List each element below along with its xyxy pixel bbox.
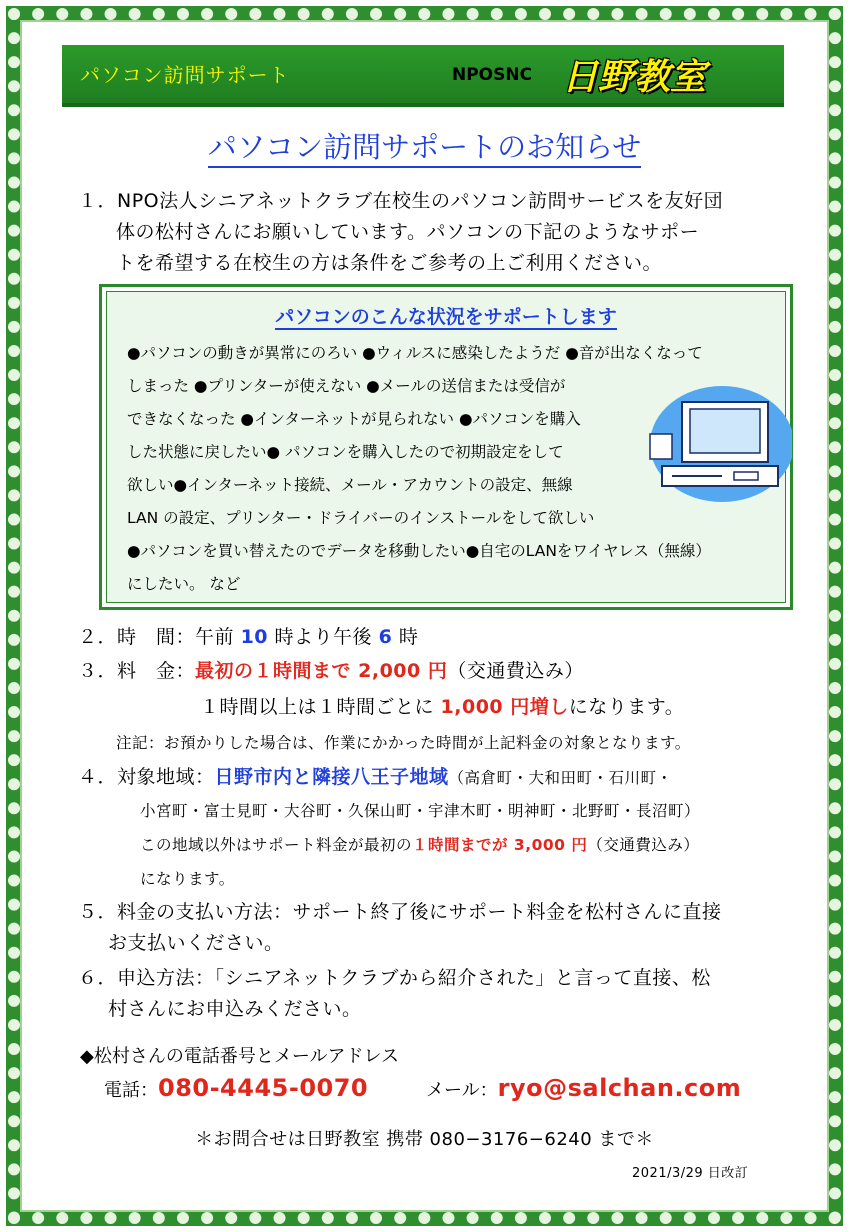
section-1-line-3: トを希望する在校生の方は条件をご参考の上ご利用ください。: [116, 252, 663, 274]
mail-label: メール：: [426, 1080, 498, 1101]
header-title: 日野教室: [562, 57, 707, 98]
header-org: NPOSNC: [452, 65, 533, 85]
section-1-line-2: 体の松村さんにお願いしています。パソコンの下記のようなサポー: [116, 221, 700, 243]
header-left-label: パソコン訪問サポート: [80, 63, 290, 87]
page-title: [0, 125, 849, 166]
email-address[interactable]: ryo@salchan.com: [497, 1074, 742, 1102]
contact-mail-row: [426, 1074, 741, 1102]
service-area: 日野市内と隣接八王子地域: [214, 766, 449, 788]
support-line: しまった ●プリンターが使えない ●メールの送信または受信が: [127, 377, 566, 395]
support-box-title: パソコンのこんな状況をサポートします: [275, 306, 617, 328]
support-line: にしたい。 など: [127, 575, 241, 593]
outside-fee: １時間までが 3,000 円: [412, 836, 588, 854]
support-line: LAN の設定、プリンター・ドライバーのインストールをして欲しい: [127, 509, 595, 527]
support-box: [99, 284, 793, 610]
section-3: ３．料 金：最初の１時間まで 2,000 円（交通費込み）: [78, 660, 584, 682]
start-hour: 10: [240, 626, 269, 648]
contact-phone-row: [104, 1074, 368, 1102]
section-1-line-1: １．NPO法人シニアネットクラブ在校生のパソコン訪問サービスを友好団: [78, 190, 724, 212]
phone-number[interactable]: 080-4445-0070: [158, 1074, 369, 1102]
end-hour: 6: [378, 626, 393, 648]
section-2: ２．時 間：午前 10 時より午後 6 時: [78, 626, 419, 648]
page-title-text: パソコン訪問サポートのお知らせ: [208, 130, 642, 168]
section-3-extra: １時間以上は１時間ごとに 1,000 円増しになります。: [200, 696, 685, 718]
section-4-towns: 小宮町・富士見町・大谷町・久保山町・宇津木町・明神町・北野町・長沼町）: [140, 802, 701, 820]
phone-label: 電話：: [104, 1080, 158, 1101]
section-1: [78, 186, 723, 279]
support-line: ●パソコンの動きが異常にのろい ●ウィルスに感染したようだ ●音が出なくなって: [127, 344, 703, 362]
contact-heading: ◆松村さんの電話番号とメールアドレス: [80, 1046, 399, 1067]
support-line: 欲しい●インターネット接続、メール・アカウントの設定、無線: [127, 476, 573, 494]
header-banner: [62, 45, 784, 107]
support-line: ●パソコンを買い替えたのでデータを移動したい●自宅のLANをワイヤレス（無線）: [127, 542, 711, 560]
section-4: ４．対象地域：日野市内と隣接八王子地域（高倉町・大和田町・石川町・: [78, 766, 673, 788]
fee-first: 最初の１時間まで 2,000 円: [195, 660, 448, 682]
section-3-remark: 注記：お預かりした場合は、作業にかかった時間が上記料金の対象となります。: [116, 734, 691, 752]
section-6: ６．申込方法：「シニアネットクラブから紹介された」と言って直接、松 村さんにお申込みください。: [78, 967, 711, 1020]
inquiry-line: ＊お問合せは日野教室 携帯 080−3176−6240 まで＊: [195, 1129, 654, 1150]
section-4-end: になります。: [140, 870, 235, 888]
extra-fee: 1,000 円増し: [440, 696, 569, 718]
support-line: した状態に戻したい● パソコンを購入したので初期設定をして: [127, 443, 564, 461]
section-5: ５．料金の支払い方法：サポート終了後にサポート料金を松村さんに直接 お支払いください。: [78, 901, 722, 954]
support-box-text: [127, 337, 782, 601]
support-line: できなくなった ●インターネットが見られない ●パソコンを購入: [127, 410, 581, 428]
section-4-outside: この地域以外はサポート料金が最初の１時間までが 3,000 円（交通費込み）: [140, 836, 700, 854]
revised-date: 2021/3/29 日改訂: [632, 1166, 749, 1181]
